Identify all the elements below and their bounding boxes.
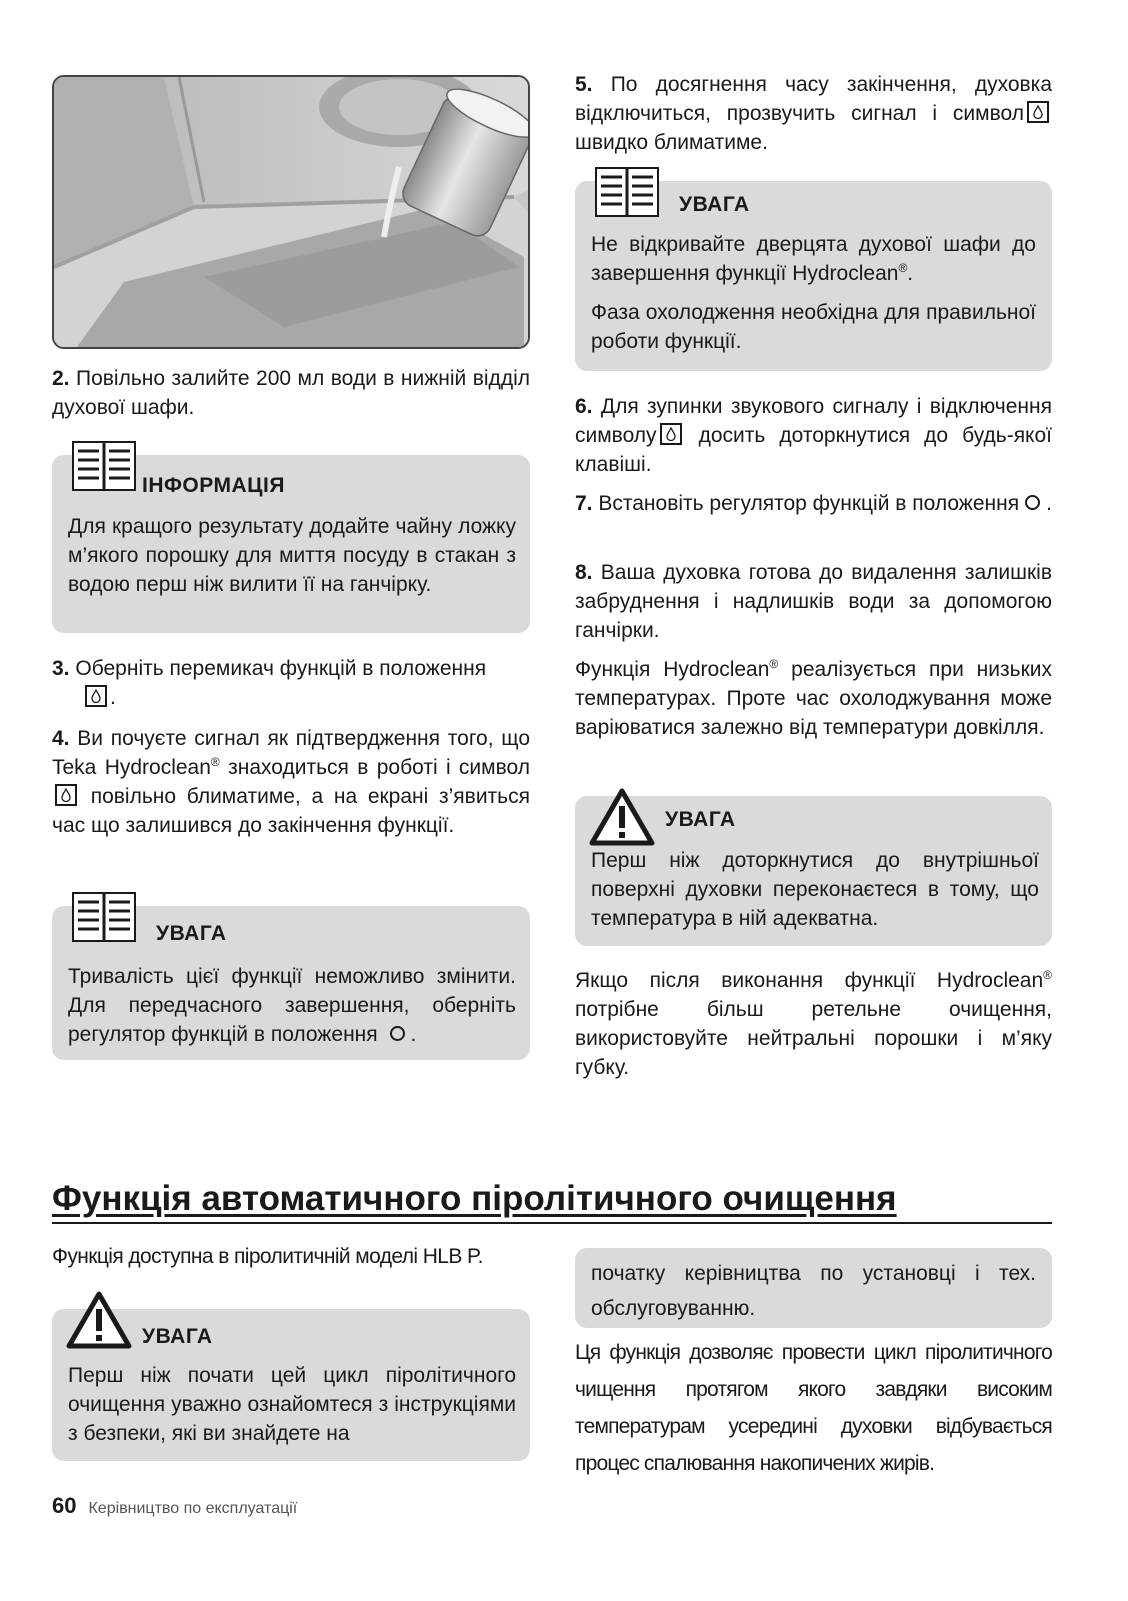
info-box-title: ІНФОРМАЦІЯ (142, 474, 285, 497)
footer-label: Керівництво по експлуатації (88, 1500, 298, 1517)
step-6 (575, 392, 1052, 479)
step-number: 3. (52, 657, 70, 680)
registered-mark: ® (1043, 968, 1052, 982)
step-3 (52, 654, 530, 712)
step-text-a: Для зупинки звукового сигналу і відключення символу (575, 395, 1052, 447)
registered-mark: ® (769, 657, 779, 671)
warning-box-title: УВАГА (679, 193, 750, 216)
warning-box-text (68, 962, 516, 1049)
step-number: 8. (575, 561, 593, 584)
step-7 (575, 489, 1052, 518)
warning-box-title: УВАГА (142, 1325, 213, 1348)
manual-book-icon (72, 441, 136, 491)
para-text-a: Функція Hydroclean (575, 658, 770, 681)
continuation-text: початку керівництва по установці і тех. обслуговуванню. (591, 1262, 1036, 1320)
warning-text: Не відкривайте дверцята духової шафи до завершення функції Hydroclean (591, 233, 1036, 285)
section-heading-text: Функція автоматичного піролітичного очищення (52, 1179, 897, 1218)
warning-box-title: УВАГА (156, 922, 227, 945)
step-text: Оберніть перемикач функцій в положення (75, 657, 487, 680)
info-box-text: Для кращого результату додайте чайну ложку м’якого порошку для миття посуду в стакан з водою перш ніж вилити її на ганчірку. (68, 515, 516, 596)
water-drop-icon (1027, 101, 1049, 123)
step-text-b: швидко блиматиме. (575, 131, 768, 154)
pyro-description: Ця функція дозволяє провести цикл піролитичного чищення протягом якого завдяки високим температурам усередині духовки відбувається процес спалювання накопичених жирів. (575, 1341, 1052, 1475)
warning-triangle-icon (589, 788, 655, 846)
step-number: 4. (52, 727, 70, 750)
warning-box-text-1 (591, 230, 1036, 288)
step-text-a: По досягнення часу закінчення, духовка відключиться, прозвучить сигнал і символ (575, 73, 1052, 125)
warning-end: . (410, 1023, 417, 1046)
warning-box-text: Перш ніж почати цей цикл піролітичного очищення уважно ознайомтеся з інструкціями з безпеки, які ви знайдете на (68, 1364, 516, 1445)
section-heading (52, 1176, 1052, 1224)
step-2 (52, 364, 530, 422)
off-position-icon (390, 1026, 405, 1041)
warning-box-door (575, 181, 1052, 371)
step-end: . (1046, 492, 1052, 515)
step-8 (575, 558, 1052, 645)
step-number: 7. (575, 492, 593, 515)
registered-mark: ® (210, 755, 220, 769)
pyro-intro: Функція доступна в піролитичній моделі HLB P. (52, 1245, 483, 1268)
manual-book-icon (595, 167, 659, 217)
info-box (52, 455, 530, 633)
warning-triangle-icon (66, 1291, 132, 1349)
step-text-a: Ви почуєте сигнал як підтвердження того, що Teka Hydroclean (52, 727, 530, 779)
warning-box-temperature (575, 796, 1052, 946)
warning-box-safety (52, 1309, 530, 1461)
step-number: 2. (52, 367, 70, 390)
warning-box-duration (52, 906, 530, 1060)
warning-end: . (907, 262, 914, 285)
warning-box-continuation (575, 1248, 1052, 1328)
para-text-a: Якщо після виконання функції Hydroclean (575, 969, 1044, 992)
step-text-b: досить доторкнутися до будь-якої клавіші. (575, 424, 1052, 476)
cleaning-advice-paragraph (575, 966, 1052, 1082)
water-drop-icon (55, 784, 77, 806)
step-4 (52, 724, 530, 840)
warning-box-text: Перш ніж доторкнутися до внутрішньої поверхні духовки переконаєтеся в тому, що температура в ній адекватна. (591, 849, 1039, 930)
step-number: 6. (575, 395, 593, 418)
registered-mark: ® (898, 261, 908, 275)
step-5 (575, 70, 1052, 157)
hydroclean-paragraph (575, 655, 1052, 742)
step-text-b: знаходиться в роботі і символ (219, 756, 530, 779)
step-text: Встановіть регулятор функцій в положення (598, 492, 1020, 515)
para-text-b: реалізується при низьких температурах. Проте час охолоджування може варіюватися залежно від температури довкілля. (575, 658, 1052, 739)
page-footer (52, 1493, 297, 1519)
warning-box-title: УВАГА (665, 808, 736, 831)
step-text: Повільно залийте 200 мл води в нижній відділ духової шафи. (52, 367, 530, 419)
step-text-c: повільно блиматиме, а на екрані з’явиться час що залишився до закінчення функції. (52, 785, 530, 837)
step-end: . (110, 686, 116, 709)
step-text: Ваша духовка готова до видалення залишків забруднення і надлишків води за допомогою ганчірки. (575, 561, 1052, 642)
page-number: 60 (52, 1493, 77, 1518)
water-drop-icon (660, 423, 682, 445)
para-text-b: потрібне більш ретельне очищення, використовуйте нейтральні порошки і м’яку губку. (575, 998, 1052, 1079)
oven-illustration (52, 75, 530, 349)
warning-text: Тривалість цієї функції неможливо змінити. Для передчасного завершення, оберніть регулятор функцій в положення (68, 965, 516, 1046)
off-position-icon (1025, 495, 1040, 510)
water-drop-icon (85, 685, 107, 707)
step-number: 5. (575, 73, 593, 96)
warning-box-text-2: Фаза охолодження необхідна для правильної роботи функції. (591, 301, 1036, 353)
manual-book-icon (72, 892, 136, 942)
